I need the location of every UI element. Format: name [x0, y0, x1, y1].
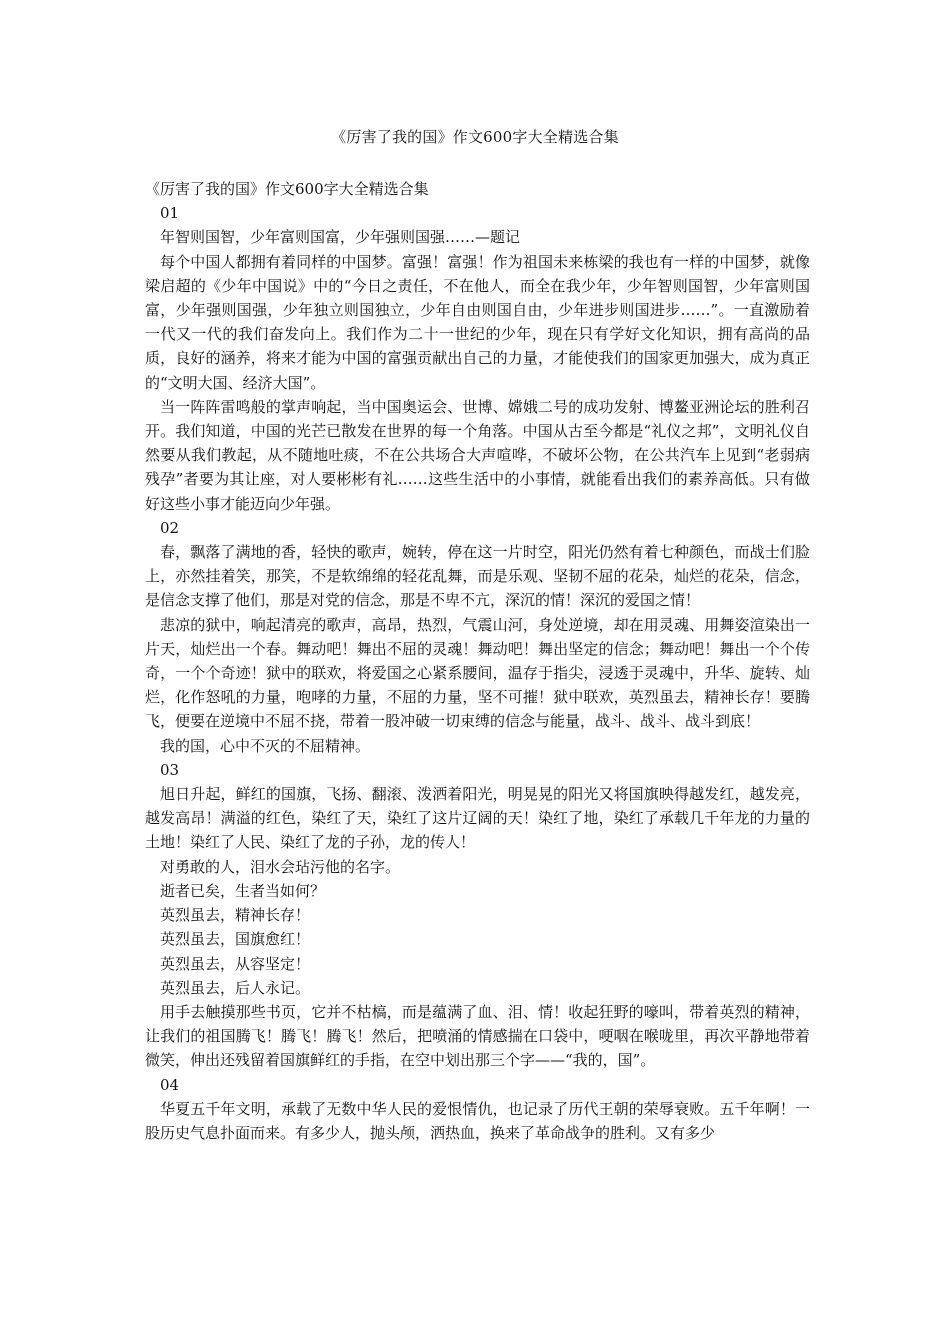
paragraph: 当一阵阵雷鸣般的掌声响起，当中国奥运会、世博、嫦娥二号的成功发射、博鳌亚洲论坛的胜利召开。我们知道，中国的光芒已散发在世界的每一个角落。中国从古至今都是“礼仪之邦”，文明礼仪自然要从我们教起，从不随地吐痰，不在公共场合大声喧哗，不破坏公物，在公共汽车上见到“老弱病残孕”者要为其让座，对人要彬彬有礼……这些生活中的小事情，就能看出我们的素养高低。只有做好这些小事才能迈向少年强。: [145, 397, 810, 513]
paragraph: 对勇敢的人，泪水会玷污他的名字。: [160, 857, 401, 876]
paragraph: 英烈虽去，从容坚定！: [160, 954, 311, 973]
section-number: 01: [160, 204, 180, 223]
section-number: 03: [160, 760, 180, 779]
document-title: 《厉害了我的国》作文600字大全精选合集: [331, 128, 619, 146]
paragraph: 悲凉的狱中，响起清亮的歌声，高昂，热烈，气震山河，身处逆境，却在用灵魂、用舞姿渲染出一片天，灿烂出一个春。舞动吧！舞出不屈的灵魂！舞动吧！舞出坚定的信念；舞动吧！舞出一个个传奇，一个个奇迹！狱中的联欢，将爱国之心紧系腰间，温存于指尖，浸透于灵魂中，升华、旋转、灿烂，化作怒吼的力量，咆哮的力量，不屈的力量，坚不可摧！狱中联欢，英烈虽去，精神长存！要腾飞，便要在逆境中不屈不挠，带着一股冲破一切束缚的信念与能量，战斗、战斗、战斗到底！: [145, 615, 810, 731]
paragraph: 旭日升起，鲜红的国旗，飞扬、翻滚、泼洒着阳光，明晃晃的阳光又将国旗映得越发红，越发亮，越发高昂！满溢的红色，染红了天，染红了这片辽阔的天！染红了地，染红了承载几千年龙的力量的土地！染红了人民、染红了龙的子孙，龙的传人！: [145, 785, 810, 852]
body-heading: 《厉害了我的国》作文600字大全精选合集: [145, 180, 429, 198]
paragraph: 我的国，心中不灭的不屈精神。: [160, 736, 371, 755]
paragraph: 年智则国智，少年富则国富，少年强则国强……—题记: [160, 228, 521, 247]
paragraph: 逝者已矣，生者当如何？: [160, 881, 326, 900]
paragraph: 用手去触摸那些书页，它并不枯槁，而是蕴满了血、泪、情！收起狂野的嚎叫，带着英烈的精神，让我们的祖国腾飞！腾飞！腾飞！然后，把喷涌的情感揣在口袋中，哽咽在喉咙里，再次平静地带着微笑，伸出还残留着国旗鲜红的手指，在空中划出那三个字——“我的，国”。: [145, 1002, 810, 1070]
section-number: 04: [160, 1075, 180, 1094]
paragraph: 每个中国人都拥有着同样的中国梦。富强！富强！作为祖国未来栋梁的我也有一样的中国梦，就像梁启超的《少年中国说》中的“今日之责任，不在他人，而全在我少年，少年智则国智，少年富则国富，少年强则国强，少年独立则国独立，少年自由则国自由，少年进步则国进步……”。一直激励着一代又一代的我们奋发向上。我们作为二十一世纪的少年，现在只有学好文化知识，拥有高尚的品质，良好的涵养，将来才能为中国的富强贡献出自己的力量，才能使我们的国家更加强大，成为真正的“文明大国、经济大国”。: [145, 252, 810, 392]
paragraph: 英烈虽去，国旗愈红！: [160, 930, 311, 949]
paragraph: 华夏五千年文明，承载了无数中华人民的爱恨情仇，也记录了历代王朝的荣辱衰败。五千年啊！一股历史气息扑面而来。有多少人，抛头颅，洒热血，换来了革命战争的胜利。又有多少: [145, 1099, 810, 1142]
paragraph: 春，飘落了满地的香，轻快的歌声，婉转，停在这一片时空，阳光仍然有着七种颜色，而战士们脸上，亦然挂着笑，那笑，不是软绵绵的轻花乱舞，而是乐观、坚韧不屈的花朵，灿烂的花朵，信念，是信念支撑了他们，那是对党的信念，那是不卑不亢，深沉的情！深沉的爱国之情！: [145, 543, 810, 610]
document-body: [145, 177, 810, 1145]
paragraph: 英烈虽去，精神长存！: [160, 906, 311, 925]
section-number: 02: [160, 518, 180, 537]
paragraph: 英烈虽去，后人永记。: [160, 978, 311, 997]
